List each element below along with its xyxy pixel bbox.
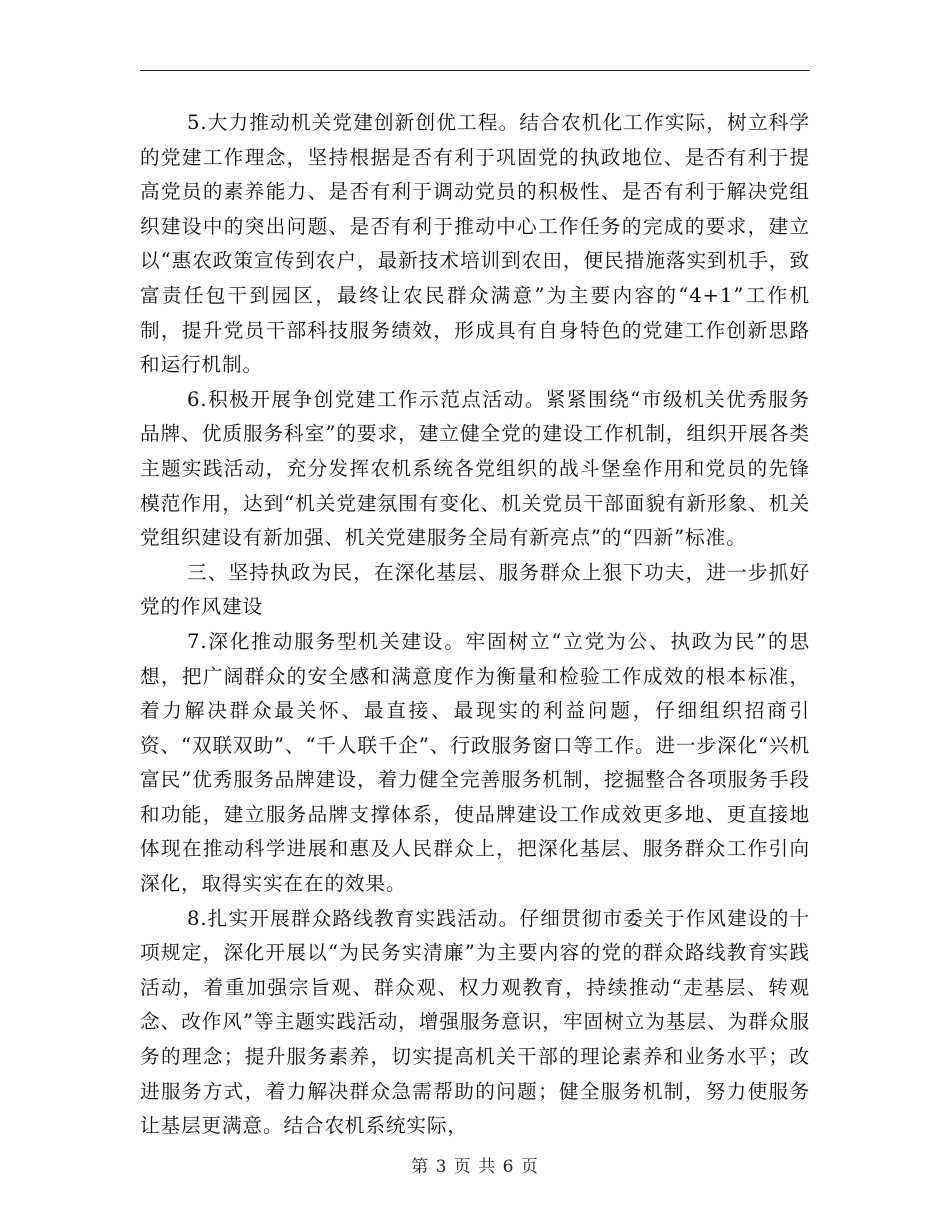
header-rule — [140, 70, 810, 71]
document-body — [140, 106, 810, 1144]
page-footer: 第 3 页 共 6 页 — [411, 1157, 539, 1177]
paragraph-5-party-building-innovation: 5.大力推动机关党建创新创优工程。结合农机化工作实际，树立科学的党建工作理念，坚持根据是否有利于巩固党的执政地位、是否有利于提高党员的素养能力、是否有利于调动党员的积极性、是否有利于解决党组织建设中的突出问题、是否有利于推动中心工作任务的完成的要求，建立以“惠农政策宣传到农户，最新技术培训到农田，便民措施落实到机手，致富责任包干到园区，最终让农民群众满意”为主要内容的“4+1”工作机制，提升党员干部科技服务绩效，形成具有自身特色的党建工作创新思路和运行机制。 — [140, 111, 810, 377]
paragraph-8-mass-line-education: 8.扎实开展群众路线教育实践活动。仔细贯彻市委关于作风建设的十项规定，深化开展以“为民务实清廉”为主要内容的党的群众路线教育实践活动，着重加强宗旨观、群众观、权力观教育，持续推动“走基层、转观念、改作风”等主题实践活动，增强服务意识，牢固树立为基层、为群众服务的理念；提升服务素养，切实提高机关干部的理论素养和业务水平；改进服务方式，着力解决群众急需帮助的问题；健全服务机制，努力使服务让基层更满意。结合农机系统实际， — [140, 906, 810, 1138]
paragraph-6-demonstration-activity: 6.积极开展争创党建工作示范点活动。紧紧围绕“市级机关优秀服务品牌、优质服务科室”的要求，建立健全党的建设工作机制，组织开展各类主题实践活动，充分发挥农机系统各党组织的战斗堡垒作用和党员的先锋模范作用，达到“机关党建氛围有变化、机关党员干部面貌有新形象、机关党组织建设有新加强、机关党建服务全局有新亮点”的“四新”标准。 — [140, 387, 810, 550]
paragraph-7-service-organ: 7.深化推动服务型机关建设。牢固树立“立党为公、执政为民”的思想，把广阔群众的安全感和满意度作为衡量和检验工作成效的根本标准，着力解决群众最关怀、最直接、最现实的利益问题，仔细组织招商引资、“双联双助”、“千人联千企”、行政服务窗口等工作。进一步深化“兴机富民”优秀服务品牌建设，着力健全完善服务机制，挖掘整合各项服务手段和功能，建立服务品牌支撑体系，使品牌建设工作成效更多地、更直接地体现在推动科学进展和惠及人民群众上，把深化基层、服务群众工作引向深化，取得实实在在的效果。 — [140, 629, 810, 896]
section-heading-3: 三、坚持执政为民，在深化基层、服务群众上狠下功夫，进一步抓好党的作风建设 — [140, 560, 810, 619]
